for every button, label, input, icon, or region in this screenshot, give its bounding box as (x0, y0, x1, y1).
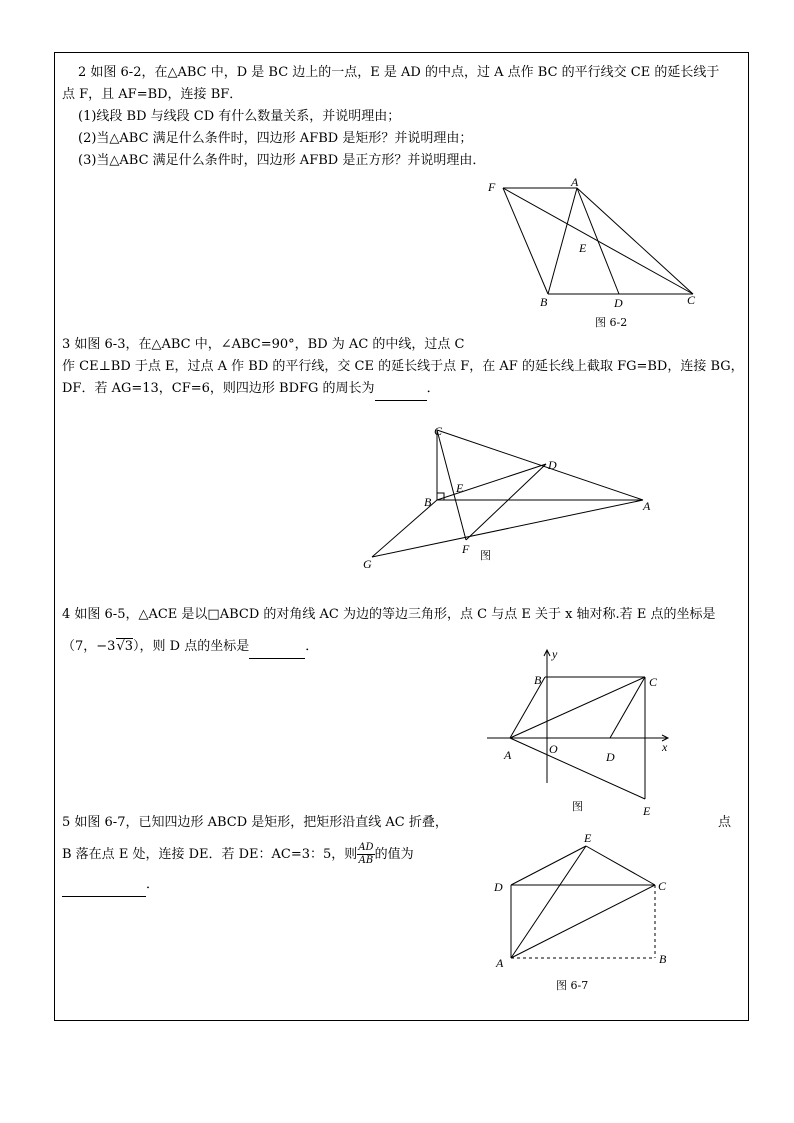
fig62-line-FB (503, 188, 548, 294)
q5-frac-den: AB (358, 855, 374, 866)
q5-line1-end: 点 (718, 815, 732, 830)
q4-line2-end: ． (305, 639, 319, 654)
fig63-label-D: D (548, 458, 557, 472)
fig65-label-B: B (534, 673, 542, 687)
q2-sub3: (3)当△ABC 满足什么条件时，四边形 AFBD 是正方形？并说明理由． (78, 153, 486, 168)
fig62-label-A: A (571, 175, 579, 189)
fig65-label-x: x (662, 740, 668, 754)
q5-frac-num: AD (358, 842, 374, 853)
fig63-line-BD (437, 464, 546, 500)
q4-sqrt-value: 3 (124, 639, 134, 654)
q3-line3-end: ． (426, 381, 440, 396)
figure-6-7 (511, 846, 655, 958)
q3-line1: 3 如图 6-3，在△ABC 中，∠ABC=90°，BD 为 AC 的中线，过点 C (62, 337, 465, 352)
fig67-line-AE (511, 846, 586, 958)
fig63-label-C: C (434, 424, 443, 438)
fig63-label-E: E (456, 481, 464, 495)
fig65-label-E: E (643, 804, 651, 818)
fig65-label-C: C (649, 675, 658, 689)
q2-sub1: (1)线段 BD 与线段 CD 有什么数量关系，并说明理由； (78, 109, 401, 124)
fig67-line-AC (511, 885, 655, 958)
q4-coord-start: （7，−3 (62, 639, 116, 654)
fig67-label-D: D (494, 880, 503, 894)
fig62-label-D: D (614, 296, 623, 310)
fig65-line-DC (610, 677, 645, 738)
fig67-label-E: E (584, 831, 592, 845)
q5-line1: 5 如图 6-7，已知四边形 ABCD 是矩形，把矩形沿直线 AC 折叠， (62, 815, 448, 830)
q5-line2-text: B 落在点 E 处，连接 DE．若 DE：AC=3：5，则 (62, 847, 358, 862)
fig62-label-F: F (488, 180, 496, 194)
figure-6-2 (503, 188, 693, 294)
fig65-caption: 图 (572, 800, 583, 813)
q3-line2: 作 CE⊥BD 于点 E，过点 A 作 BD 的平行线，交 CE 的延长线于点 F，在 AF 的延长线上截取 FG=BD，连接 BG， (62, 359, 744, 374)
q5-line2-end: 的值为 (374, 847, 414, 862)
fig63-label-G: G (363, 557, 372, 571)
fig65-label-O: O (549, 742, 558, 756)
fig65-line-AC (510, 677, 645, 738)
fig65-label-D: D (606, 750, 615, 764)
fig67-caption: 图 6-7 (556, 979, 589, 992)
fig65-label-A: A (504, 748, 512, 762)
q4-sqrt: √3 (116, 639, 134, 654)
fig63-caption: 图 (480, 549, 491, 562)
fig62-label-E: E (579, 241, 587, 255)
fig62-line-AB (548, 188, 577, 294)
fig65-line-AE (510, 738, 645, 799)
q2-line1: 2 如图 6-2，在△ABC 中，D 是 BC 边上的一点，E 是 AD 的中点，过 A 点作 BC 的平行线交 CE 的延长线于 (78, 65, 720, 80)
figure-6-5 (487, 650, 668, 799)
figure-6-3 (372, 430, 643, 557)
fig62-label-C: C (687, 293, 696, 307)
fig62-caption: 图 6-2 (595, 316, 628, 329)
fig67-label-A: A (496, 956, 504, 970)
fig67-label-C: C (658, 879, 667, 893)
q2-line2: 点 F，且 AF=BD，连接 BF． (62, 87, 243, 102)
fig65-label-y: y (552, 647, 558, 661)
fig67-label-B: B (659, 952, 667, 966)
fig63-label-A: A (643, 499, 651, 513)
fig63-label-F: F (462, 542, 470, 556)
fig67-line-DE (511, 846, 586, 885)
q4-line1: 4 如图 6-5，△ACE 是以□ABCD 的对角线 AC 为边的等边三角形，点 C 与点 E 关于 x 轴对称.若 E 点的坐标是 (62, 607, 716, 622)
fig63-label-B: B (424, 495, 432, 509)
q5-line3-end: ． (146, 877, 160, 892)
fig67-line-EC (586, 846, 655, 885)
fig62-label-B: B (540, 295, 548, 309)
q4-coord-end: ），则 D 点的坐标是 (133, 639, 250, 654)
q3-line3-text: DF．若 AG=13，CF=6，则四边形 BDFG 的周长为 (62, 381, 375, 396)
fig63-line-GA (372, 500, 643, 557)
q2-sub2: (2)当△ABC 满足什么条件时，四边形 AFBD 是矩形？并说明理由； (78, 131, 473, 146)
fig62-line-AC (577, 188, 693, 294)
